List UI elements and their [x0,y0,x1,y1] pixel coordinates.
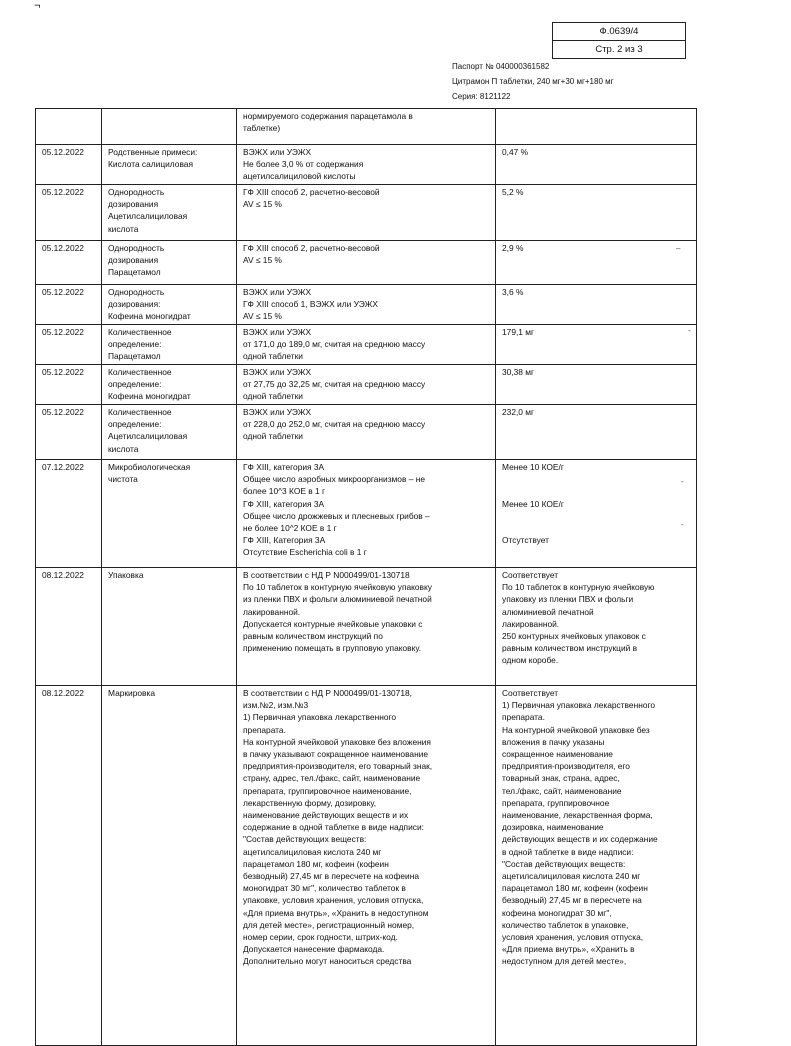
result-line: препарата. [502,712,545,723]
specification-line: ацетилсалициловая кислота 240 мг [243,846,382,857]
specification-line: Допускается контурные ячейковые упаковки с [243,618,423,629]
date-cell [36,109,102,145]
specification-line: содержание в одной таблетке в виде надписи: [243,822,424,833]
specification-cell [237,325,496,365]
specification-cell [237,241,496,285]
result-cell [496,405,697,460]
specification-line: 1) Первичная упаковка лекарственного [243,712,397,723]
test-name-line: Кислота салициловая [108,159,193,170]
result-line: действующих веществ и их содержание [502,834,658,845]
result-line: 30,38 мг [502,367,535,377]
table-row [36,568,697,686]
result-line: 1) Первичная упаковка лекарственного [502,700,656,711]
specification-line: для детей месте», регистрационный номер, [243,919,415,930]
table-row [36,109,697,145]
result-cell [496,145,697,185]
test-name-line: Ацетилсалициловая [108,211,188,222]
scan-mark: - [681,477,684,486]
specification-line: На контурной ячейковой упаковке без вложения [243,736,431,747]
result-line: 3,6 % [502,287,524,297]
specification-line: AV ≤ 15 % [243,255,282,266]
specification-line: парацетамол 180 мг, кофеин (кофеин [243,858,389,869]
specification-line: страну, адрес, тел./факс, сайт, наименование [243,773,421,784]
test-name-line: дозирования: [108,299,161,310]
result-cell [496,285,697,325]
specification-line: ВЭЖХ или УЭЖХ [243,147,312,157]
specification-line: моногидрат 30 мг", количество таблеток в [243,883,406,894]
result-line: равным количеством инструкций в [502,643,638,654]
result-cell [496,365,697,405]
result-line: товарный знак, страна, адрес, [502,773,620,784]
specification-line: ГФ XIII способ 1, ВЭЖХ или УЭЖХ [243,299,378,310]
specification-line: препарата. [243,724,286,735]
result-line: наименование, лекарственная форма, [502,810,653,821]
test-name-line: дозирования [108,255,159,266]
table-row [36,285,697,325]
result-line: ацетилсалициловая кислота 240 мг [502,871,641,882]
passport-number: Паспорт № 040000361582 [452,62,550,71]
result-cell [496,568,697,686]
result-line: одном коробе. [502,655,559,666]
result-line: 0,47 % [502,147,529,157]
result-line: лакированной. [502,618,560,629]
product-name: Цитрамон П таблетки, 240 мг+30 мг+180 мг [452,77,614,86]
date-cell [36,365,102,405]
result-line: вложения в пачку указаны [502,736,605,747]
specification-line: ВЭЖХ или УЭЖХ [243,407,312,417]
specification-line: ВЭЖХ или УЭЖХ [243,367,312,377]
table-row [36,365,697,405]
test-name-line: Микробиологическая [108,462,191,472]
specification-line: AV ≤ 15 % [243,311,282,322]
test-name-cell [102,325,237,365]
result-line: «Для приема внутрь», «Хранить в [502,944,635,955]
result-cell [496,241,697,285]
test-name-line: кислота [108,223,139,234]
result-line: дозировка, наименование [502,822,604,833]
test-name-line: Родственные примеси: [108,147,198,157]
specification-line: равным количеством инструкций по [243,631,383,642]
result-line: препарата, группировочное [502,797,610,808]
result-line: условия хранения, условия отпуска, [502,932,644,943]
specification-line: упаковке, условия хранения, условия отпуска, [243,895,424,906]
result-line: кофеина моногидрат 30 мг", [502,907,612,918]
result-cell [496,325,697,365]
result-line: недоступном для детей месте», [502,956,627,967]
table-row [36,241,697,285]
test-name-cell [102,686,237,1046]
specification-cell [237,405,496,460]
specification-line: "Состав действующих веществ: [243,834,367,845]
specification-line: лекарственную форму, дозировку, [243,797,377,808]
result-cell [496,686,697,1046]
page-number: Стр. 2 из 3 [553,40,685,58]
date-cell [36,568,102,686]
date-line: 08.12.2022 [42,688,84,698]
scan-mark: - [688,326,691,335]
specification-line: изм.№2, изм.№3 [243,700,309,711]
test-name-line: определение: [108,379,162,390]
specification-cell [237,109,496,145]
specification-line: из пленки ПВХ и фольги алюминиевой печатной [243,594,432,605]
date-cell [36,241,102,285]
date-cell [36,686,102,1046]
table-row [36,460,697,568]
result-line: 250 контурных ячейковых упаковок с [502,631,646,642]
test-name-cell [102,460,237,568]
date-line: 05.12.2022 [42,243,84,253]
specification-cell [237,686,496,1046]
scan-mark: - [681,520,684,529]
date-line: 05.12.2022 [42,187,84,197]
specification-line: препарата, группировочное наименование, [243,785,412,796]
test-name-line: Однородность [108,187,165,197]
date-cell [36,145,102,185]
specification-line: ГФ XIII способ 2, расчетно-весовой [243,187,380,197]
date-line: 05.12.2022 [42,287,84,297]
test-name-line: Парацетамол [108,267,161,278]
specification-line: Общее число аэробных микроорганизмов – не [243,474,426,485]
specification-line: в пачку указывают сокращенное наименование [243,749,429,760]
date-line: 05.12.2022 [42,327,84,337]
result-line: Менее 10 КОЕ/г [502,462,564,472]
specification-line: По 10 таблеток в контурную ячейковую упаковку [243,582,432,593]
result-line [502,510,692,522]
specification-line: от 171,0 до 189,0 мг, считая на среднюю массу [243,339,426,350]
specification-cell [237,365,496,405]
specification-line: ВЭЖХ или УЭЖХ [243,287,312,297]
date-line: 05.12.2022 [42,367,84,377]
result-cell [496,109,697,145]
result-line: 232,0 мг [502,407,535,417]
specification-line: номер серии, срок годности, штрих-код. [243,932,398,943]
test-name-line: Парацетамол [108,351,161,362]
specification-line: Отсутствие Escherichia coli в 1 г [243,547,367,558]
specification-line: одной таблетки [243,391,303,402]
form-code-box [552,22,686,59]
test-name-line: Кофеина моногидрат [108,391,191,402]
test-name-line: определение: [108,339,162,350]
test-name-cell [102,568,237,686]
specification-line: Общее число дрожжевых и плесневых грибов – [243,510,430,521]
result-line: 179,1 мг [502,327,535,337]
test-name-cell [102,185,237,241]
test-name-line: Однородность [108,287,165,297]
result-line: Соответствует [502,570,559,580]
specification-line: В соответствии с НД Р N000499/01-130718, [243,688,412,698]
test-name-line: чистота [108,474,138,485]
date-cell [36,285,102,325]
result-line: алюминиевой печатной [502,606,594,617]
specification-line: ГФ XIII, Категория 3А [243,535,326,546]
result-line: упаковку из пленки ПВХ и фольги [502,594,634,605]
date-cell [36,405,102,460]
corner-mark: ¬ [34,0,41,12]
result-line: Соответствует [502,688,559,698]
test-name-line: Упаковка [108,570,144,580]
series-number: Серия: 8121122 [452,92,511,101]
result-line: количество таблеток в упаковке, [502,919,629,930]
specification-line: AV ≤ 15 % [243,199,282,210]
test-name-line: Однородность [108,243,165,253]
result-line: 5,2 % [502,187,524,197]
test-name-cell [102,145,237,185]
date-line: 05.12.2022 [42,407,84,417]
result-line: 2,9 % [502,243,524,253]
test-name-cell [102,241,237,285]
specification-line: от 27,75 до 32,25 мг, считая на среднюю массу [243,379,426,390]
test-name-line: дозирования [108,199,159,210]
specification-line: лакированной. [243,606,301,617]
result-line: тел./факс, сайт, наименование [502,785,622,796]
test-name-line: Количественное [108,327,172,337]
specification-line: Не более 3,0 % от содержания [243,159,364,170]
date-cell [36,460,102,568]
result-line: Отсутствует [502,535,549,546]
specification-cell [237,185,496,241]
result-line: Менее 10 КОЕ/г [502,498,564,509]
test-name-line: определение: [108,419,162,430]
specification-line: Допускается нанесение фармакода. [243,944,385,955]
specification-line: применению помещать в групповую упаковку. [243,643,422,654]
table-row [36,405,697,460]
specification-line: одной таблетки [243,431,303,442]
specification-cell [237,145,496,185]
test-name-cell [102,109,237,145]
result-cell [496,185,697,241]
test-name-line: Маркировка [108,688,155,698]
date-line: 08.12.2022 [42,570,84,580]
result-line: "Состав действующих веществ: [502,858,626,869]
result-line: На контурной ячейковой упаковке без [502,724,650,735]
specification-line: наименование действующих веществ и их [243,810,409,821]
result-line [502,485,692,497]
date-line: 05.12.2022 [42,147,84,157]
result-line [502,473,692,485]
specification-cell [237,568,496,686]
specification-line: от 228,0 до 252,0 мг, считая на среднюю массу [243,419,426,430]
specification-line: не более 10^2 КОЕ в 1 г [243,523,337,534]
table-row [36,325,697,365]
result-line [502,522,692,534]
table-row [36,686,697,1046]
test-name-line: Количественное [108,367,172,377]
test-results-table [35,108,697,1046]
test-name-line: Количественное [108,407,172,417]
result-line [502,546,692,558]
test-name-line: Кофеина моногидрат [108,311,191,322]
table-row [36,185,697,241]
specification-line: одной таблетки [243,351,303,362]
specification-line: нормируемого содержания парацетамола в [243,111,413,121]
document-header [452,59,614,104]
test-name-cell [102,365,237,405]
test-name-cell [102,285,237,325]
result-line: сокращенное наименование [502,749,613,760]
specification-line: Дополнительно могут наноситься средства [243,956,412,967]
specification-line: ГФ XIII, категория 3А [243,498,325,509]
specification-line: «Для приема внутрь», «Хранить в недоступном [243,907,429,918]
specification-cell [237,285,496,325]
test-name-cell [102,405,237,460]
specification-line: таблетке) [243,123,281,134]
specification-line: ВЭЖХ или УЭЖХ [243,327,312,337]
result-line: парацетамол 180 мг, кофеин (кофеин [502,883,648,894]
result-line: По 10 таблеток в контурную ячейковую [502,582,655,593]
date-line: 07.12.2022 [42,462,84,472]
result-line: безводный) 27,45 мг в пересчете на [502,895,642,906]
specification-line: В соответствии с НД Р N000499/01-130718 [243,570,410,580]
form-code: Ф.0639/4 [599,26,639,37]
date-cell [36,325,102,365]
test-name-line: кислота [108,443,139,454]
result-line: предприятия-производителя, его [502,761,630,772]
table-row [36,145,697,185]
specification-cell [237,460,496,568]
specification-line: предприятия-производителя, его товарный знак, [243,761,433,772]
specification-line: безводный) 27,45 мг в пересчете на кофеина [243,871,419,882]
date-cell [36,185,102,241]
specification-line: ГФ XIII, категория 3А [243,462,325,472]
test-name-line: Ацетилсалициловая [108,431,188,442]
specification-line: ацетилсалициловой кислоты [243,171,356,182]
result-cell [496,460,697,568]
scan-mark: – [676,244,681,253]
result-line: в одной таблетке в виде надписи: [502,846,634,857]
specification-line: более 10^3 КОЕ в 1 г [243,486,326,497]
specification-line: ГФ XIII способ 2, расчетно-весовой [243,243,380,253]
